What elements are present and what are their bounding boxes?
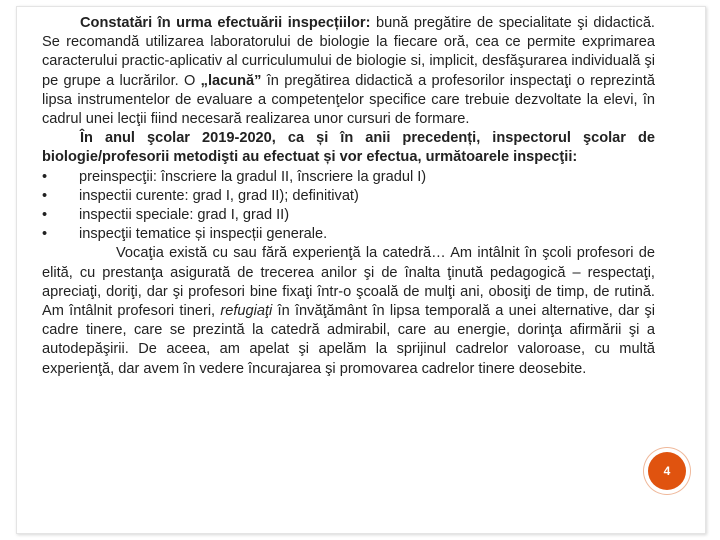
bullet-icon: • [42,168,48,185]
refugiati-word: refugiaţi [220,303,273,320]
list-item [42,187,655,206]
paragraph-findings [42,14,655,129]
list-item-text: inspectii curente: grad I, grad II); definitivat) [79,187,359,204]
vocation-text-part2: în învăţământ în lipsa temporală a unei alternative, dar şi cadre tinere, care se prezintă la catedră admirabil, care au energie, dorinţa afirmării şi a autodepăşirii. De aceea, am apelat şi apelăm la sprijinul cadrelor valoroase, cu multă experienţă, dar avem în vedere încurajarea şi promovarea cadrelor tinere deosebite. [42,303,655,377]
lacuna-quote: „lacună” [200,72,262,89]
inspection-list [42,168,655,245]
list-item [42,206,655,225]
bullet-icon: • [42,226,48,243]
findings-heading: Constatări în urma efectuării inspecțiilor: [80,15,371,31]
bullet-icon: • [42,187,48,204]
paragraph-vocation [42,244,655,378]
slide-body [42,14,655,379]
paragraph-inspections-intro: În anul şcolar 2019-2020, ca și în anii precedenți, inspectorul şcolar de biologie/profesorii metodişti au efectuat și vor efectua, următoarele inspecţii: [42,130,655,166]
bullet-icon: • [42,207,48,224]
list-item-text: preinspecţii: înscriere la gradul II, înscriere la gradul I) [79,168,427,185]
list-item [42,168,655,187]
vocation-text-part1: Vocaţia există cu sau fără experienţă la catedră… Am intâlnit în şcoli profesori de elită, cu prestanţa asigurată de trecerea anilor şi de înalta ţinută pedagogică – respectaţi, apreciaţi, doriţi, dar şi profesori bine fixaţi într-o şcoală de mulţi ani, obosiţi de timp, de rutină. Am întâlnit profesori tineri, [42,245,655,320]
list-item [42,225,655,244]
list-item-text: inspecţii tematice și inspecții generale. [79,226,328,243]
list-item-text: inspectii speciale: grad I, grad II) [79,207,290,224]
page-number-badge: 4 [648,452,686,490]
findings-text-part2: în pregătirea didactică a profesorilor inspectaţi o reprezintă lipsa instrumentelor de evaluare a competenţelor specifice care trebuie dezvoltate la elevi, în cadrul unei lecţii fiind necesară realizarea unor cursuri de formare. [42,72,655,128]
findings-text-part1: bună pregătire de specialitate şi didactică. Se recomandă utilizarea laboratorului de biologie la fiecare oră, cea ce permite exprimarea caracterului practic-aplicativ al curriculumului de biologie si, implicit, desfăşurarea individuală şi pe grupe a lucrărilor. O [42,15,655,89]
